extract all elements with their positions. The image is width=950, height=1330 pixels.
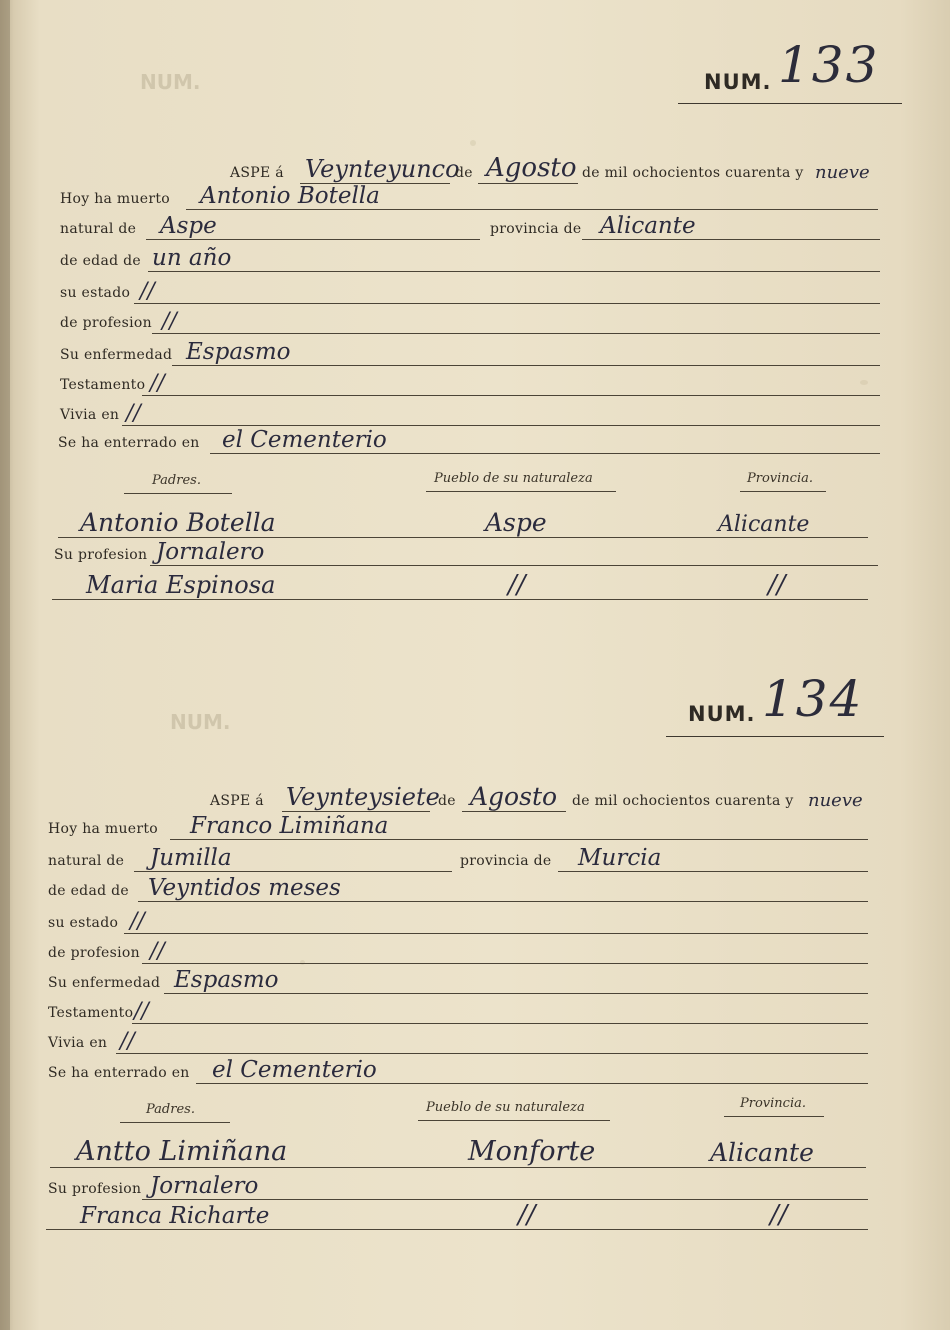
vivia-value: //: [120, 1029, 135, 1054]
mother-provincia-value: //: [770, 1200, 788, 1230]
su-profesion-label: Su profesion: [48, 1181, 142, 1197]
enterrado-value: el Cementerio: [212, 1057, 377, 1083]
hoy-label: Hoy ha muerto: [60, 191, 171, 207]
record-number-value: 133: [778, 36, 880, 94]
deceased-name-value: Franco Limiñana: [190, 813, 389, 839]
date-line: [0, 782, 950, 812]
edad-value: un año: [152, 245, 232, 271]
father-pueblo-value: Aspe: [485, 508, 547, 537]
padres-header: Padres.: [146, 1102, 195, 1117]
su-profesion-value: Jornalero: [156, 539, 265, 565]
mother-name-value: Franca Richarte: [80, 1203, 270, 1229]
testamento-value: //: [150, 371, 165, 396]
vivia-label: Vivia en: [60, 407, 120, 423]
father-provincia-value: Alicante: [718, 512, 810, 537]
enterrado-value: el Cementerio: [222, 427, 387, 453]
provincia-value: Murcia: [578, 845, 662, 871]
provincia-value: Alicante: [600, 213, 696, 239]
month-value: Agosto: [470, 782, 558, 811]
field-row: [0, 875, 950, 902]
mother-provincia-value: //: [768, 570, 786, 600]
pueblo-header: Pueblo de su naturaleza: [426, 1100, 585, 1115]
year-text: de mil ochocientos cuarenta y: [572, 793, 794, 809]
testamento-label: Testamento: [48, 1005, 134, 1021]
profesion-label: de profesion: [60, 315, 152, 331]
field-row: [0, 967, 950, 994]
provincia-label: provincia de: [460, 853, 552, 869]
place-label: ASPE á: [230, 165, 284, 181]
mother-pueblo-value: //: [508, 570, 526, 600]
pueblo-header: Pueblo de su naturaleza: [434, 471, 593, 486]
month-value: Agosto: [486, 153, 577, 183]
natural-label: natural de: [60, 221, 137, 237]
mother-name-value: Maria Espinosa: [86, 571, 276, 599]
estado-value: //: [140, 279, 155, 304]
provincia-header: Provincia.: [747, 471, 813, 486]
su-profesion-label: Su profesion: [54, 547, 148, 563]
father-row: [0, 1138, 950, 1168]
father-pueblo-value: Monforte: [468, 1136, 596, 1167]
father-name-value: Antonio Botella: [80, 508, 276, 537]
vivia-label: Vivia en: [48, 1035, 108, 1051]
profesion-value: //: [162, 309, 177, 334]
enterrado-label: Se ha enterrado en: [58, 435, 200, 451]
enfermedad-label: Su enfermedad: [60, 347, 173, 363]
testamento-label: Testamento: [60, 377, 146, 393]
enfermedad-value: Espasmo: [186, 339, 291, 365]
field-row: [0, 1030, 950, 1054]
de-label: de: [438, 793, 456, 809]
place-label: ASPE á: [210, 793, 264, 809]
field-row: [0, 940, 950, 964]
profesion-label: de profesion: [48, 945, 140, 961]
enfermedad-label: Su enfermedad: [48, 975, 161, 991]
field-row: [0, 1173, 950, 1200]
provincia-header: Provincia.: [740, 1096, 806, 1111]
field-row: [0, 1057, 950, 1084]
edad-label: de edad de: [48, 883, 129, 899]
bleed-through-mark: NUM.: [140, 70, 201, 94]
record-number-value: 134: [762, 670, 864, 728]
year-end-value: nueve: [808, 790, 863, 811]
padres-header: Padres.: [152, 473, 201, 488]
field-row: [0, 910, 950, 934]
field-row: [0, 845, 950, 872]
enterrado-label: Se ha enterrado en: [48, 1065, 190, 1081]
estado-label: su estado: [60, 285, 131, 301]
vivia-value: //: [126, 401, 141, 426]
natural-value: Jumilla: [150, 845, 232, 871]
mother-pueblo-value: //: [518, 1200, 536, 1230]
profesion-value: //: [150, 939, 165, 964]
estado-value: //: [130, 909, 145, 934]
record-number-rule: [666, 736, 884, 737]
deceased-name-value: Antonio Botella: [200, 183, 380, 209]
estado-label: su estado: [48, 915, 119, 931]
day-value: Veynteysiete: [286, 783, 440, 811]
year-text: de mil ochocientos cuarenta y: [582, 165, 804, 181]
day-value: Veynteyunco: [305, 155, 460, 183]
hoy-label: Hoy ha muerto: [48, 821, 159, 837]
de-label: de: [455, 165, 473, 181]
testamento-value: //: [134, 999, 149, 1024]
bleed-through-mark: NUM.: [170, 710, 231, 734]
enfermedad-value: Espasmo: [174, 967, 279, 993]
mother-row: [0, 1202, 950, 1230]
natural-label: natural de: [48, 853, 125, 869]
edad-label: de edad de: [60, 253, 141, 269]
record-number-label: NUM.: [688, 702, 756, 726]
field-row: [0, 1000, 950, 1024]
provincia-label: provincia de: [490, 221, 582, 237]
record-number-label: NUM.: [704, 70, 772, 94]
su-profesion-value: Jornalero: [150, 1173, 259, 1199]
edad-value: Veyntidos meses: [148, 875, 341, 901]
year-end-value: nueve: [815, 162, 870, 183]
natural-value: Aspe: [160, 213, 217, 239]
father-provincia-value: Alicante: [710, 1138, 814, 1167]
father-name-value: Antto Limiñana: [76, 1136, 288, 1167]
field-row: [0, 813, 950, 840]
